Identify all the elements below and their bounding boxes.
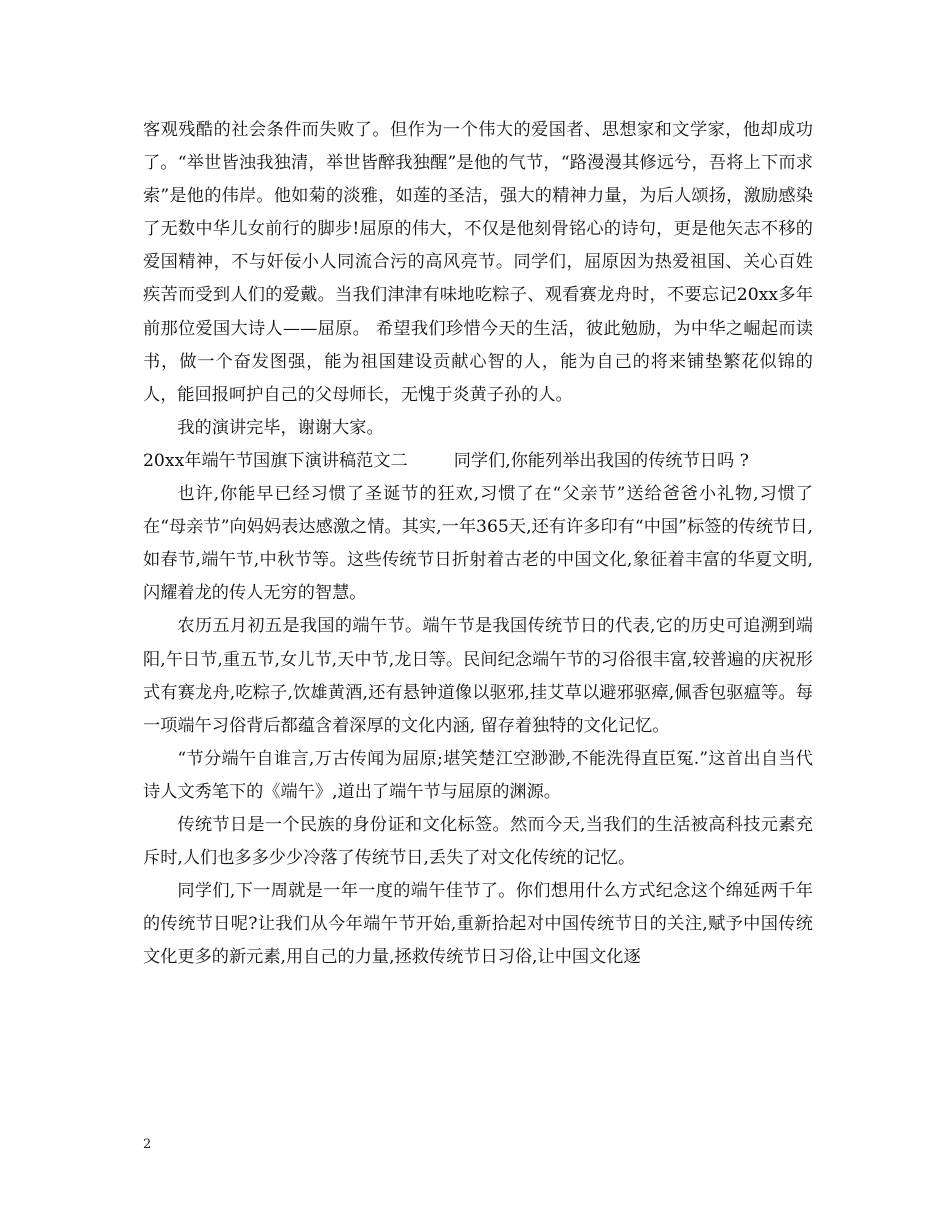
body-paragraph: 农历五月初五是我国的端午节。端午节是我国传统节日的代表,它的历史可追溯到端阳,午日节,重五节,女儿节,天中节,龙日等。民间纪念端午节的习俗很丰富,较普遍的庆祝形式有赛龙舟,吃粽子,饮雄黄酒,还有悬钟道像以驱邪,挂艾草以避邪驱瘴,佩香包驱瘟等。每一项端午习俗背后都蕴含着深厚的文化内涵, 留存着独特的文化记忆。 (143, 616, 813, 736)
section-question: 同学们,你能列举出我国的传统节日吗 ? (453, 450, 749, 471)
body-paragraph: 客观残酷的社会条件而失败了。但作为一个伟大的爱国者、思想家和文学家，他却成功了。“举世皆浊我独清，举世皆醉我独醒”是他的气节，“路漫漫其修远兮，吾将上下而求索”是他的伟岸。他如菊的淡雅，如莲的圣洁，强大的精神力量，为后人颂扬，激励感染了无数中华儿女前行的脚步!屈原的伟大，不仅是他刻骨铭心的诗句，更是他矢志不移的爱国精神，不与奸佞小人同流合污的高风亮节。同学们，屈原因为热爱祖国、关心百姓疾苦而受到人们的爱戴。当我们津津有味地吃粽子、观看赛龙舟时，不要忘记20xx多年前那位爱国大诗人——屈原。 希望我们珍惜今天的生活，彼此勉励，为中华之崛起而读书，做一个奋发图强，能为祖国建设贡献心智的人，能为自己的将来铺垫繁花似锦的人，能回报呵护自己的父母师长，无愧于炎黄子孙的人。 (143, 120, 813, 405)
section-title: 20xx年端午节国旗下演讲稿范文二 (143, 450, 408, 471)
page-number: 2 (143, 1137, 152, 1152)
closing-paragraph: 我的演讲完毕，谢谢大家。 (177, 417, 384, 438)
body-paragraph: 传统节日是一个民族的身份证和文化标签。然而今天,当我们的生活被高科技元素充斥时,人们也多多少少冷落了传统节日,丢失了对文化传统的记忆。 (143, 814, 813, 869)
section-heading (143, 445, 813, 478)
document-body (143, 114, 813, 974)
body-paragraph: “节分端午自谁言,万古传闻为屈原;堪笑楚江空渺渺,不能洗得直臣冤.”这首出自当代诗人文秀笔下的《端午》,道出了端午节与屈原的渊源。 (143, 748, 813, 802)
body-paragraph: 也许,你能早已经习惯了圣诞节的狂欢,习惯了在“父亲节”送给爸爸小礼物,习惯了在“母亲节”向妈妈表达感激之情。其实,一年365天,还有许多印有“中国”标签的传统节日,如春节,端午节,中秋节等。这些传统节日折射着古老的中国文化,象征着丰富的华夏文明,闪耀着龙的传人无穷的智慧。 (143, 484, 813, 604)
body-paragraph: 同学们,下一周就是一年一度的端午佳节了。你们想用什么方式纪念这个绵延两千年的传统节日呢?让我们从今年端午节开始,重新拾起对中国传统节日的关注,赋予中国传统文化更多的新元素,用自己的力量,拯救传统节日习俗,让中国文化逐 (143, 881, 813, 968)
